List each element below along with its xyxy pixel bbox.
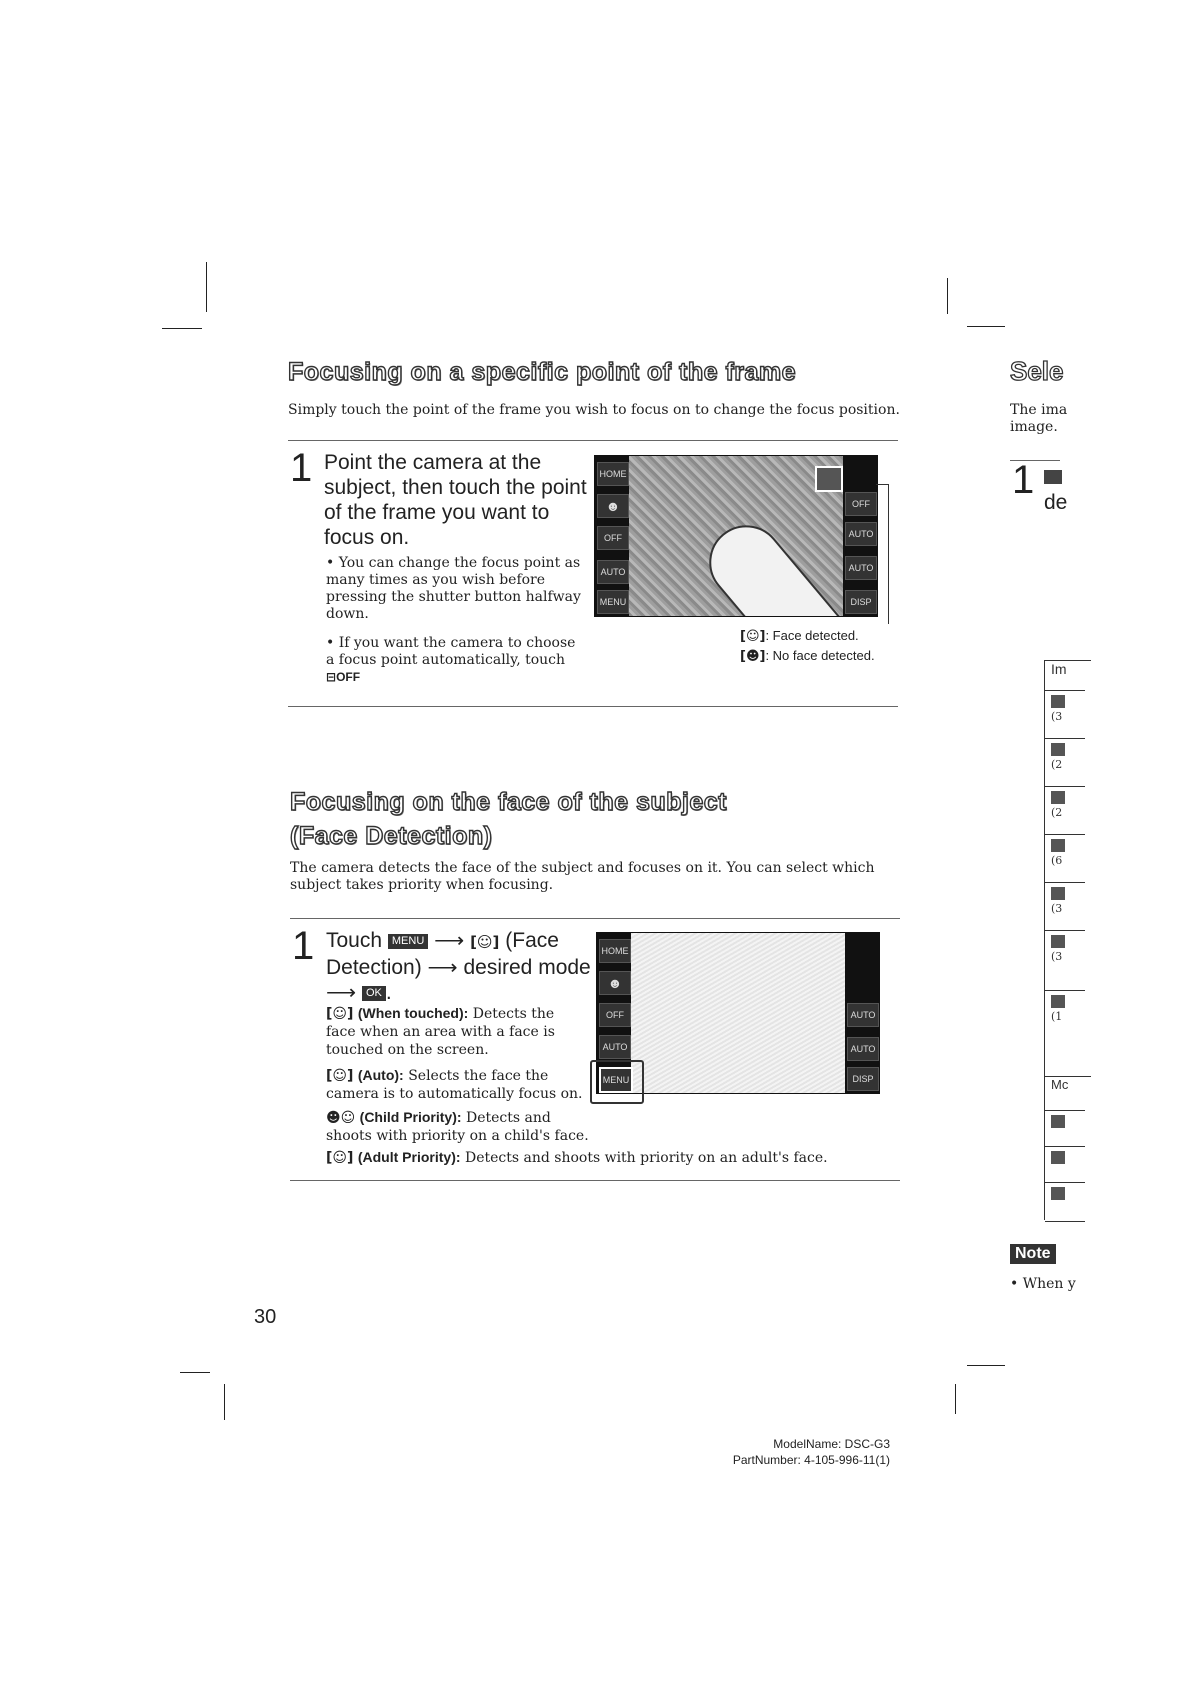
table-row: (3	[1045, 930, 1085, 991]
image-size-icon	[1051, 935, 1065, 948]
menu-button[interactable]: MENU	[597, 590, 629, 614]
ok-chip: OK	[362, 986, 386, 1001]
table-header: Mc	[1045, 1076, 1091, 1111]
table-row	[1045, 1182, 1085, 1222]
mode-item: [☺] (When touched): Detects the face when an area with a face is touched on the screen.	[326, 1005, 555, 1058]
right-button-bar	[845, 933, 879, 1093]
scene-auto-icon[interactable]: AUTO	[599, 1035, 631, 1059]
legend-item: [☺]: Face detected.	[740, 628, 859, 644]
focus-off-button[interactable]: OFF	[845, 492, 877, 516]
image-size-icon	[1051, 791, 1065, 804]
child-priority-icon: ☻☺	[326, 1110, 356, 1126]
adjacent-page-fragment	[1010, 0, 1198, 1684]
image-size-icon	[1051, 995, 1065, 1008]
crop-mark	[206, 262, 207, 312]
section-2-title: Focusing on the face of the subject (Face Detection)	[290, 788, 727, 850]
crop-mark	[955, 1384, 956, 1414]
home-button[interactable]: HOME	[597, 462, 629, 486]
table-row: (2	[1045, 786, 1085, 835]
crop-mark	[947, 278, 948, 314]
table-row	[1045, 1110, 1085, 1147]
smile-icon[interactable]: ☻	[597, 494, 629, 518]
flash-off-icon[interactable]: OFF	[597, 526, 629, 550]
note-label: Note	[1010, 1244, 1056, 1264]
table-row: (3	[1045, 882, 1085, 931]
menu-highlight-box	[590, 1060, 644, 1104]
callout-line	[876, 484, 888, 485]
crop-mark	[162, 328, 202, 329]
table-row: (2	[1045, 738, 1085, 787]
right-button-bar	[843, 456, 877, 616]
face-detected-icon: [☺]	[740, 629, 766, 644]
note-text: • When y	[1010, 1276, 1076, 1292]
adult-priority-icon: [☺]	[326, 1150, 354, 1166]
focus-frame-icon	[815, 466, 843, 492]
bullet-item: • You can change the focus point as many times as you wish before pressing the shutter button halfway down.	[326, 555, 581, 622]
page-number: 30	[254, 1306, 277, 1328]
face-when-touched-icon: [☺]	[326, 1006, 354, 1022]
disp-button[interactable]: DISP	[847, 1067, 879, 1091]
mode-icon	[1051, 1115, 1065, 1128]
flash-off-icon[interactable]: OFF	[599, 1003, 631, 1027]
divider	[288, 706, 898, 707]
macro-auto-icon[interactable]: AUTO	[847, 1037, 879, 1061]
table-row: (3	[1045, 690, 1085, 739]
step-number: 1	[292, 924, 315, 968]
step-text: Touch MENU ⟶ [☺] (Face Detection) ⟶ desired mode ⟶ OK .	[326, 929, 591, 1004]
callout-line	[888, 484, 889, 624]
camera-screen-illustration	[594, 455, 878, 617]
face-auto-icon: [☺]	[326, 1068, 354, 1084]
bullet-item: • If you want the camera to choose a focus point automatically, touch ⊟OFF	[326, 635, 576, 684]
image-size-icon	[1051, 695, 1065, 708]
menu-button[interactable]: MENU	[599, 1067, 633, 1093]
face-auto-icon: [☺]	[470, 933, 500, 951]
section-2-intro: The camera detects the face of the subject and focuses on it. You can select which subject takes priority when focusing.	[290, 860, 875, 893]
adjacent-page-title: Sele	[1010, 356, 1064, 386]
crop-mark	[224, 1384, 225, 1420]
flash-auto-icon[interactable]: AUTO	[845, 522, 877, 546]
touch-focus-off-icon: ⊟OFF	[326, 670, 361, 684]
mode-item: ☻☺ (Child Priority): Detects and shoots with priority on a child's face.	[326, 1109, 589, 1144]
left-button-bar	[595, 456, 629, 616]
mode-icon	[1051, 1187, 1065, 1200]
home-button[interactable]: HOME	[599, 939, 631, 963]
image-size-icon	[1051, 839, 1065, 852]
crop-mark	[180, 1372, 210, 1373]
legend-item: [☻]: No face detected.	[740, 648, 875, 664]
image-size-icon	[1051, 887, 1065, 900]
section-1-title: Focusing on a specific point of the frame	[288, 358, 797, 386]
scene-auto-icon[interactable]: AUTO	[597, 560, 629, 584]
flash-auto-icon[interactable]: AUTO	[847, 1003, 879, 1027]
adjacent-page-intro: The ima image.	[1010, 402, 1068, 435]
smile-icon[interactable]: ☻	[599, 971, 631, 995]
mode-icon	[1051, 1151, 1065, 1164]
image-size-icon	[1051, 743, 1065, 756]
divider	[290, 1180, 900, 1181]
menu-chip: MENU	[388, 934, 428, 949]
divider	[288, 440, 898, 441]
table-header: Im	[1045, 660, 1091, 691]
section-1-intro: Simply touch the point of the frame you wish to focus on to change the focus position.	[288, 402, 900, 418]
divider	[290, 918, 900, 919]
no-face-detected-icon: [☻]	[740, 649, 766, 664]
footer-info: ModelName: DSC-G3 PartNumber: 4-105-996-11(1)	[732, 1437, 890, 1467]
crop-mark	[967, 326, 1005, 327]
menu-icon	[1044, 470, 1062, 484]
mode-item: [☺] (Adult Priority): Detects and shoots with priority on an adult's face.	[326, 1149, 828, 1166]
step-number: 1	[1012, 458, 1035, 502]
table-row	[1045, 1146, 1085, 1183]
step-text: Point the camera at the subject, then touch the point of the frame you want to focus on.	[324, 451, 587, 549]
disp-button[interactable]: DISP	[845, 590, 877, 614]
step-text: de	[1044, 491, 1068, 514]
screen-preview	[631, 933, 845, 1093]
mode-item: [☺] (Auto): Selects the face the camera is to automatically focus on.	[326, 1067, 583, 1102]
step-number: 1	[290, 446, 313, 490]
crop-mark	[967, 1365, 1005, 1366]
table-row: (1	[1045, 990, 1085, 1061]
image-size-table	[1044, 660, 1085, 1220]
table-row: (6	[1045, 834, 1085, 883]
macro-auto-icon[interactable]: AUTO	[845, 556, 877, 580]
